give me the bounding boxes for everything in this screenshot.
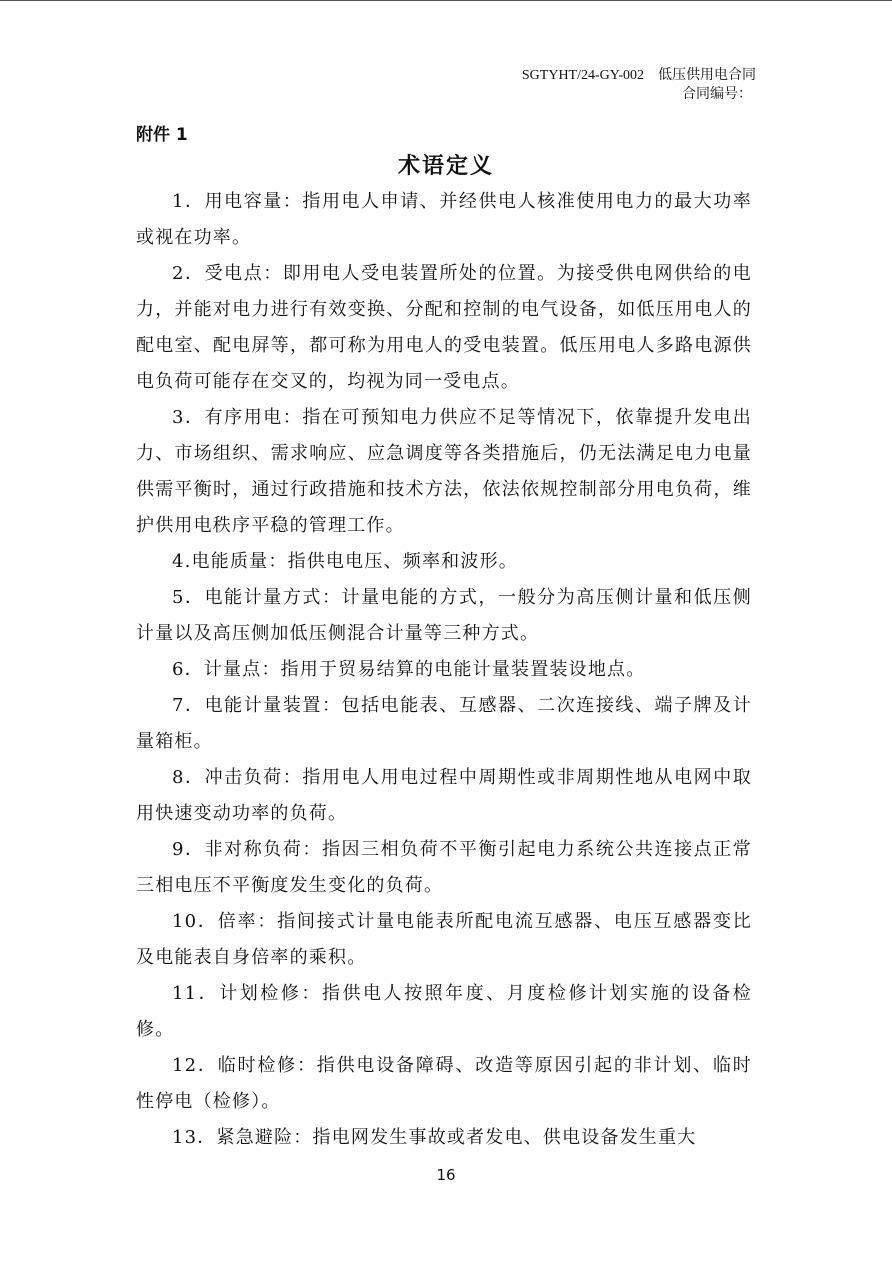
definition-paragraph: 10．倍率：指间接式计量电能表所配电流互感器、电压互感器变比及电能表自身倍率的乘积。 [136, 911, 752, 968]
header-contract-number-label: 合同编号： [682, 87, 752, 102]
definition-paragraph: 6．计量点：指用于贸易结算的电能计量装置装设地点。 [172, 659, 646, 680]
definition-paragraph: 1．用电容量：指用电人申请、并经供电人核准使用电力的最大功率或视在功率。 [136, 191, 752, 248]
definition-paragraph: 2．受电点：即用电人受电装置所处的位置。为接受供电网供给的电力，并能对电力进行有效变换、分配和控制的电气设备，如低压用电人的配电室、配电屏等，都可称为用电人的受电装置。低压用电人多路电源供电负荷可能存在交叉的，均视为同一受电点。 [136, 263, 752, 392]
definition-paragraph: 13．紧急避险：指电网发生事故或者发电、供电设备发生重大 [172, 1127, 697, 1148]
definition-paragraph: 3．有序用电：指在可预知电力供应不足等情况下，依靠提升发电出力、市场组织、需求响应、应急调度等各类措施后，仍无法满足电力电量供需平衡时，通过行政措施和技术方法，依法依规控制部分用电负荷，维护供用电秩序平稳的管理工作。 [136, 407, 752, 536]
definition-paragraph: 7．电能计量装置：包括电能表、互感器、二次连接线、端子牌及计量箱柜。 [136, 695, 752, 752]
definition-paragraph: 9．非对称负荷：指因三相负荷不平衡引起电力系统公共连接点正常三相电压不平衡度发生变化的负荷。 [136, 839, 752, 896]
definition-paragraph: 11．计划检修：指供电人按照年度、月度检修计划实施的设备检修。 [136, 983, 752, 1040]
page-title: 术语定义 [397, 154, 494, 179]
definition-paragraph: 12．临时检修：指供电设备障碍、改造等原因引起的非计划、临时性停电（检修）。 [136, 1055, 752, 1112]
definitions-body [136, 184, 752, 1156]
definition-paragraph: 5．电能计量方式：计量电能的方式，一般分为高压侧计量和低压侧计量以及高压侧加低压侧混合计量等三种方式。 [136, 587, 752, 644]
page-number: 16 [436, 1166, 456, 1184]
definition-paragraph: 4.电能质量：指供电电压、频率和波形。 [172, 551, 518, 572]
definition-paragraph: 8．冲击负荷：指用电人用电过程中周期性或非周期性地从电网中取用快速变动功率的负荷。 [136, 767, 752, 824]
annex-label: 附件 1 [136, 125, 188, 145]
header-contract-code: SGTYHT/24-GY-002 低压供用电合同 [521, 68, 756, 83]
